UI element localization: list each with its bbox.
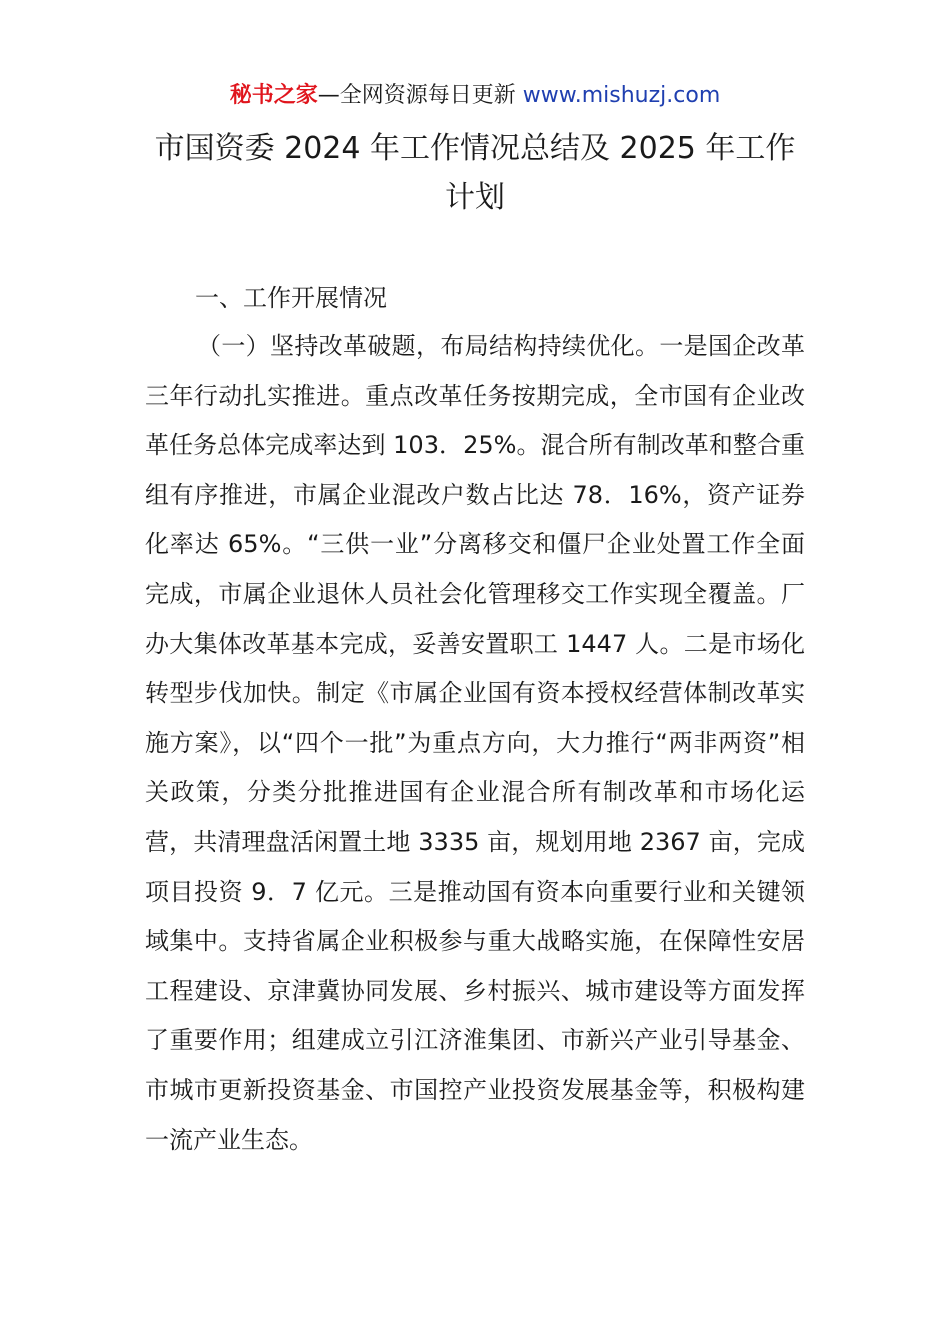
document-title: 市国资委 2024 年工作情况总结及 2025 年工作计划	[154, 131, 796, 215]
brand-name: 秘书之家	[229, 83, 318, 108]
section-heading: 一、工作开展情况	[195, 284, 387, 312]
body-paragraph: （一）坚持改革破题，布局结构持续优化。一是国企改革三年行动扎实推进。重点改革任务按期完成，全市国有企业改革任务总体完成率达到 103．25%。混合所有制改革和整合重组有序推进，市属企业混改户数占比达 78．16%，资产证券化率达 65%。“三供一业”分离移交和僵尸企业处置工作全面完成，市属企业退休人员社会化管理移交工作实现全覆盖。厂办大集体改革基本完成，妥善安置职工 1447 人。二是市场化转型步伐加快。制定《市属企业国有资本授权经营体制改革实施方案》，以“四个一批”为重点方向，大力推行“两非两资”相关政策，分类分批推进国有企业混合所有制改革和市场化运营，共清理盘活闲置土地 3335 亩，规划用地 2367 亩，完成项目投资 9．7 亿元。三是推动国有资本向重要行业和关键领域集中。支持省属企业积极参与重大战略实施，在保障性安居工程建设、京津冀协同发展、乡村振兴、城市建设等方面发挥了重要作用；组建成立引江济淮集团、市新兴产业引导基金、市城市更新投资基金、市国控产业投资发展基金等，积极构建一流产业生态。	[145, 332, 805, 1154]
site-header	[0, 80, 950, 112]
site-url-link[interactable]: www.mishuzj.com	[522, 83, 721, 108]
site-tagline: —全网资源每日更新	[317, 83, 523, 108]
